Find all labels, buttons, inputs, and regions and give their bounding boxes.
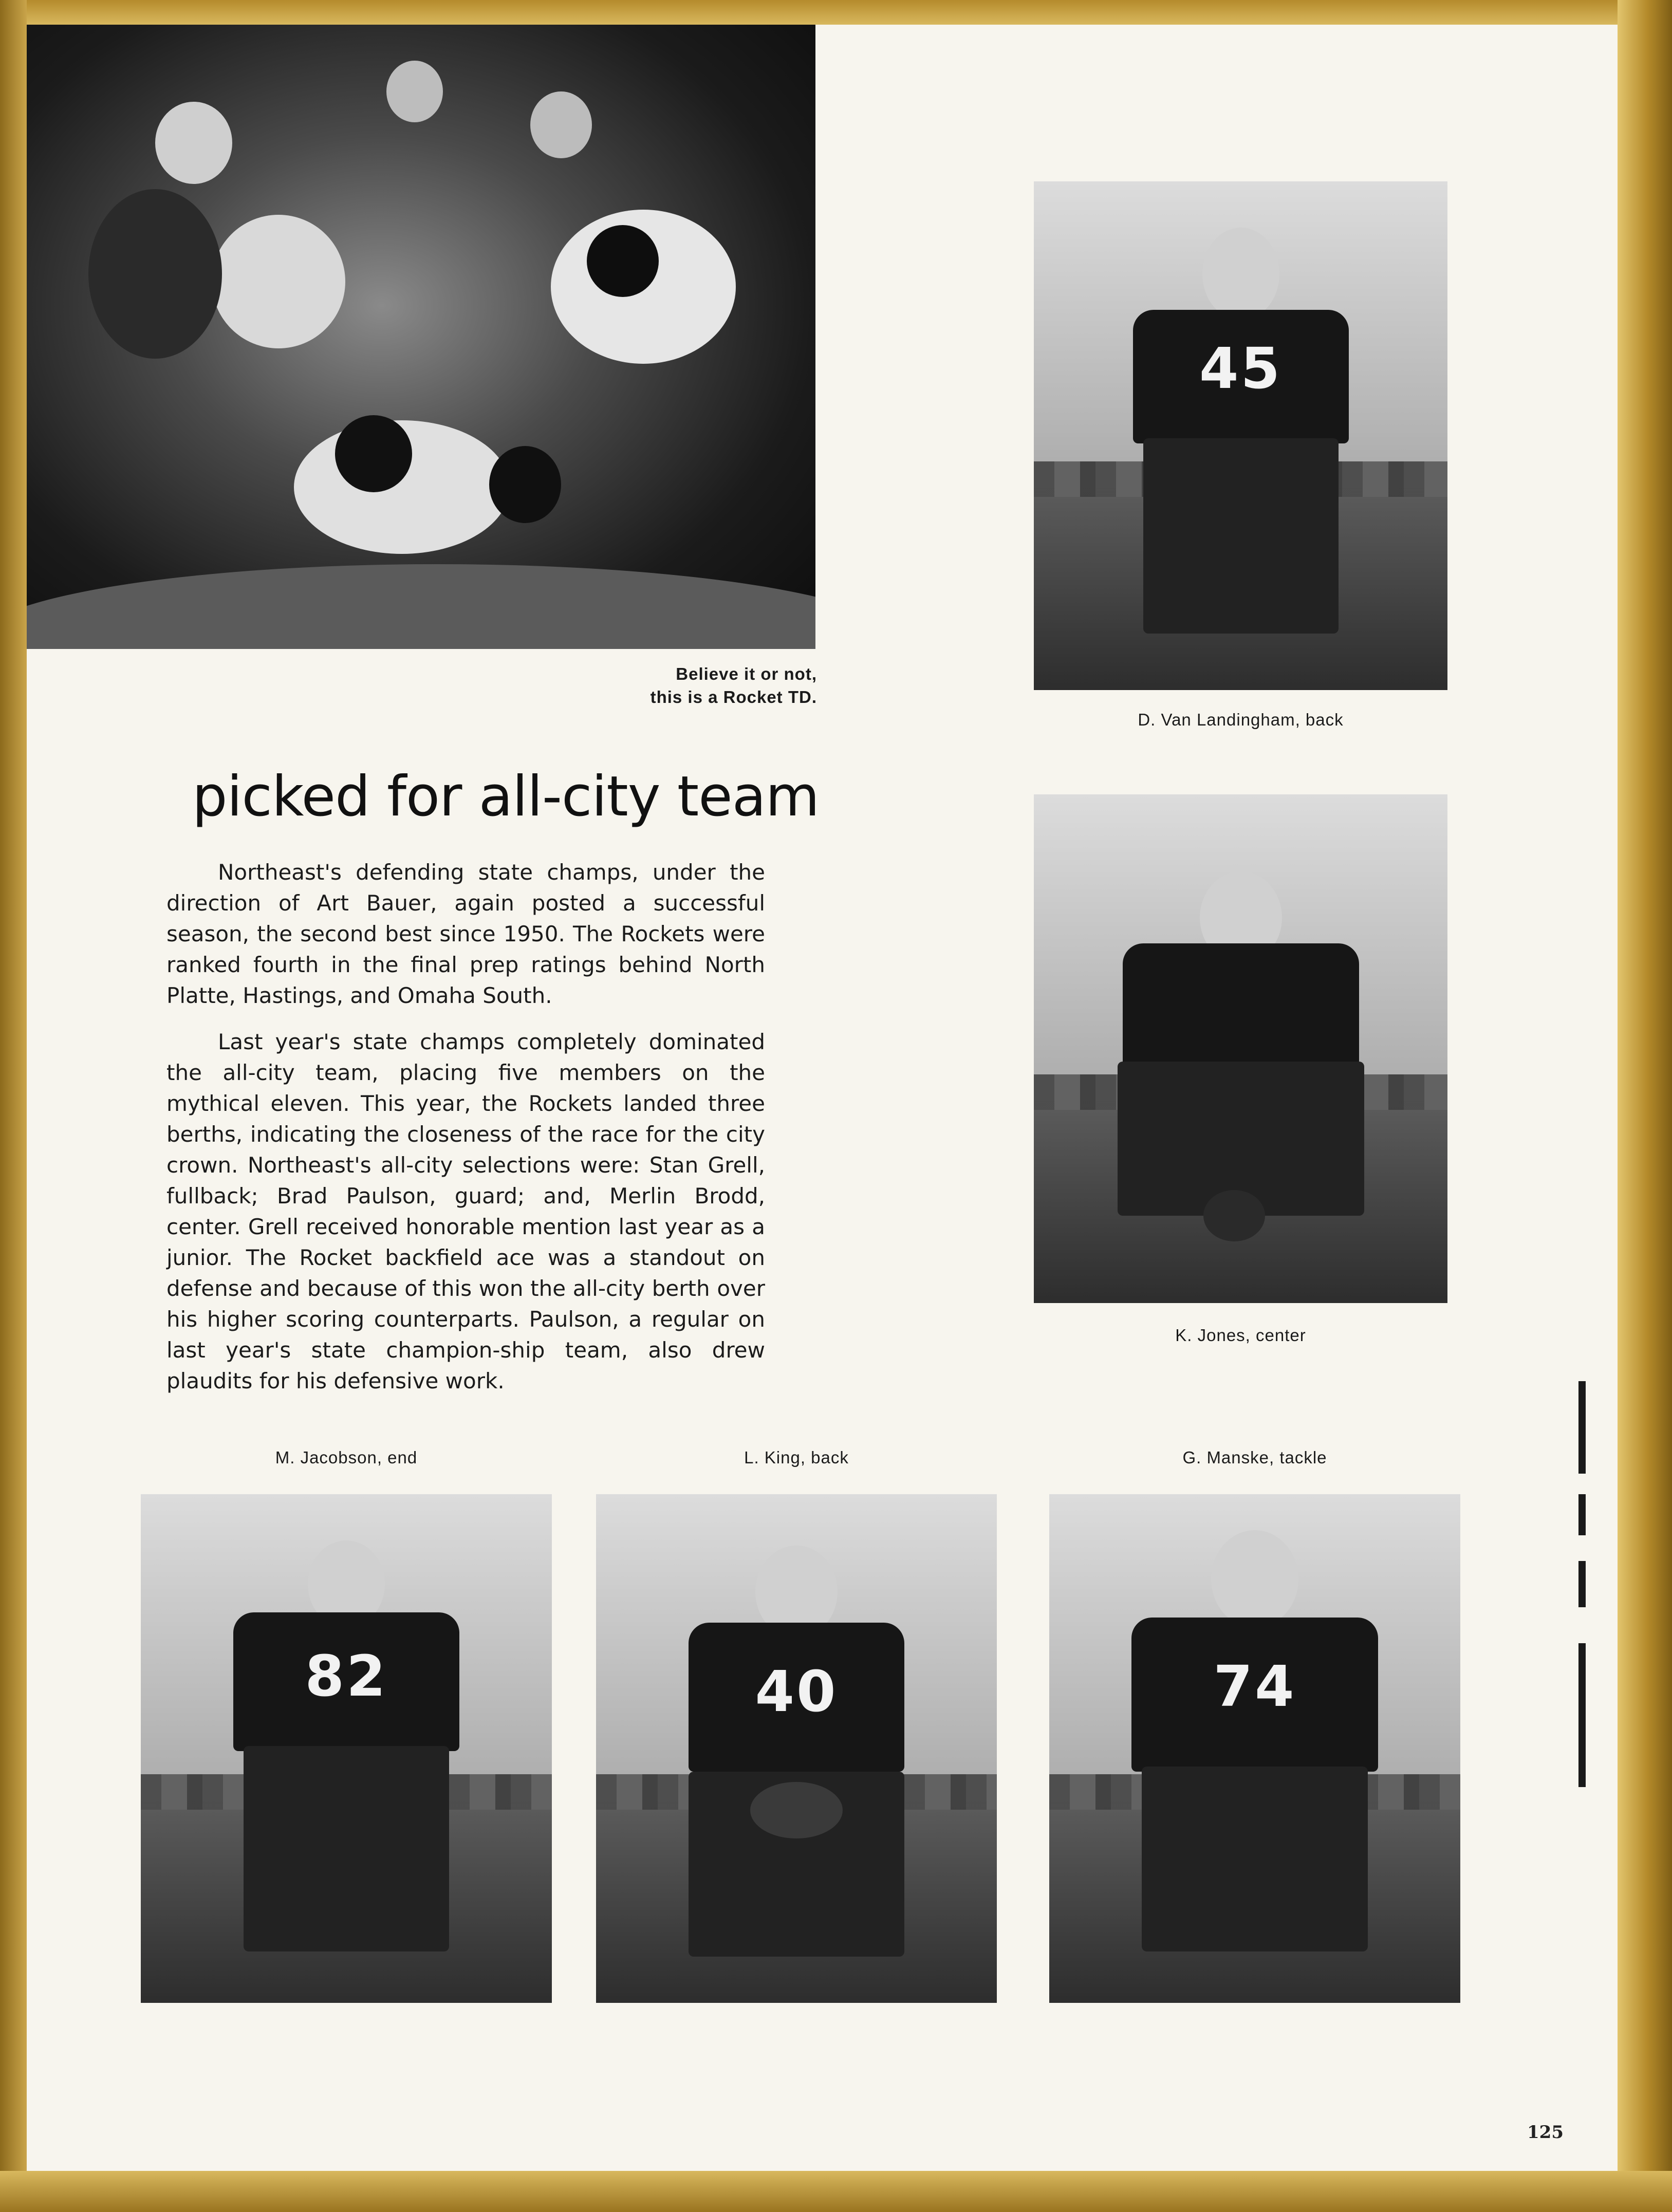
binding-edge-right [1618,0,1672,2212]
caption-jones: K. Jones, center [1175,1326,1306,1345]
player-jersey [1123,943,1359,1067]
player-legs [244,1746,449,1951]
player-legs [1143,438,1339,634]
jersey-number: 82 [305,1643,388,1709]
photo-manske [1049,1494,1460,2003]
football [1203,1190,1265,1241]
jersey-number: 40 [755,1659,838,1724]
scan-edge-mark [1578,1643,1586,1787]
caption-manske: G. Manske, tackle [1182,1448,1327,1467]
player-jersey-shape [212,215,345,348]
scan-edge-mark [1578,1561,1586,1607]
article-paragraph-1: Northeast's defending state champs, under the direction of Art Bauer, again posted a successful season, the second best since 1950. The Rockets were ranked fourth in the final prep ratings behind North Platte, Hastings, and Omaha South. [166,860,765,1008]
photo-van-landingham [1034,181,1447,690]
player-legs [1142,1767,1368,1951]
photo-king [596,1494,997,2003]
caption-van-landingham: D. Van Landingham, back [1138,710,1344,729]
helmet-shape [530,91,592,158]
binding-edge-bottom [0,2171,1672,2212]
player-jersey-shape [88,189,222,359]
action-photo-caption-line1: Believe it or not, [676,664,817,683]
helmet-shape [489,446,561,523]
caption-king: L. King, back [744,1448,849,1467]
player-head [1211,1530,1298,1628]
binding-edge-top [0,0,1672,25]
action-photo-rocket-td [27,25,815,649]
jersey-number: 45 [1199,336,1283,401]
football [750,1782,843,1838]
ground-shape [27,564,815,649]
helmet-shape [587,225,659,297]
page-headline: picked for all-city team [192,765,820,829]
player-head [1202,228,1279,320]
photo-jones [1034,794,1447,1303]
action-photo-caption-line2: this is a Rocket TD. [650,687,817,707]
helmet-shape [386,61,443,122]
scan-edge-mark [1578,1381,1586,1474]
page-number: 125 [1527,2122,1564,2143]
helmet-shape [335,415,412,492]
yearbook-page [27,25,1618,2171]
photo-jacobson [141,1494,552,2003]
scan-edge-mark [1578,1494,1586,1535]
caption-jacobson: M. Jacobson, end [275,1448,418,1467]
article-paragraph-2: Last year's state champs completely dominated the all-city team, placing five members on the mythical eleven. This year, the Rockets landed three berths, indicating the closeness of the race for the city crown. Northeast's all-city selections were: Stan Grell, fullback; Brad Paulson, guard; and, Merlin Brodd, center. Grell received honorable mention last year as a junior. The Rocket backfield ace was a standout on defense and because of this won the all-city berth over his higher scoring counterparts. Paulson, a regular on last year's state champion-ship team, also drew plaudits for his defensive work. [166,1029,765,1393]
binding-edge-left [0,0,27,2212]
jersey-number: 74 [1213,1653,1296,1719]
helmet-shape [155,102,232,184]
